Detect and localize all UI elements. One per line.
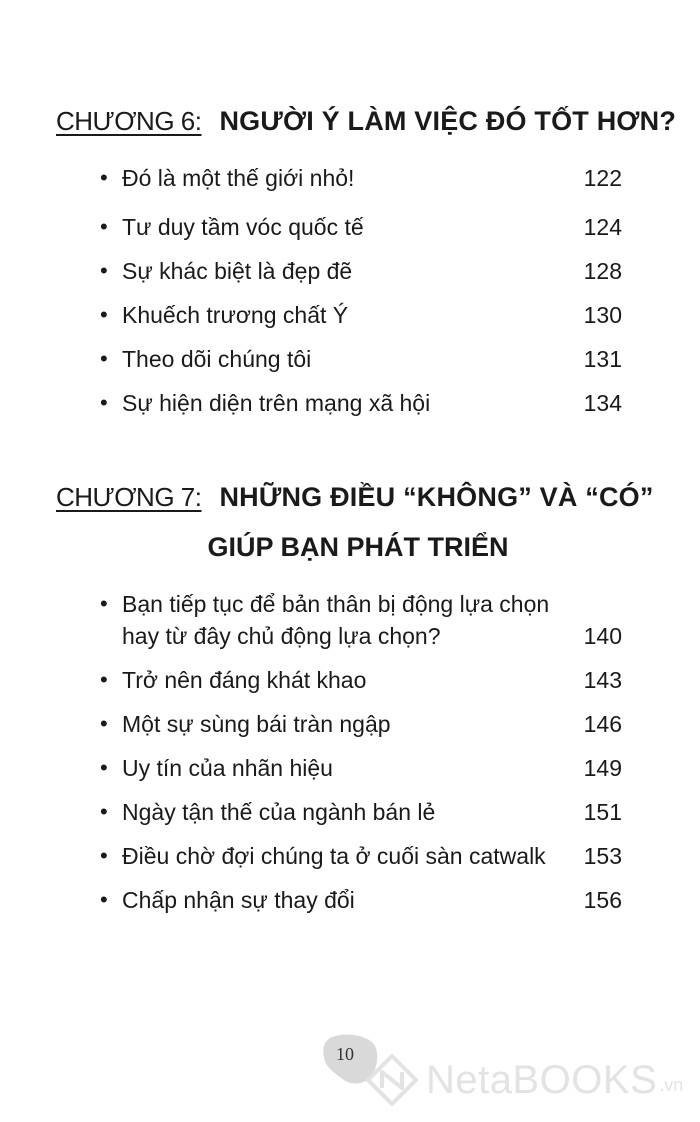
bullet-icon: •	[100, 799, 108, 824]
bullet-icon: •	[100, 667, 108, 692]
netabooks-logo-icon	[366, 1054, 418, 1106]
toc-item-title: Sự khác biệt là đẹp đẽ	[122, 258, 353, 284]
chapter-6-title: NGƯỜI Ý LÀM VIỆC ĐÓ TỐT HƠN?	[219, 106, 677, 136]
toc-item[interactable]	[100, 884, 622, 916]
bullet-icon: •	[100, 214, 108, 239]
toc-item-page: 134	[583, 390, 622, 416]
toc-item[interactable]	[100, 343, 622, 375]
toc-item[interactable]	[100, 162, 622, 194]
toc-item-page: 130	[583, 302, 622, 328]
toc-item-title: Sự hiện diện trên mạng xã hội	[122, 390, 431, 416]
watermark-text: NetaBOOKS	[426, 1057, 658, 1102]
toc-item[interactable]	[100, 211, 622, 243]
toc-item-title: Uy tín của nhãn hiệu	[122, 755, 333, 781]
toc-item-title: Trở nên đáng khát khao	[122, 667, 367, 693]
watermark-suffix: .vn	[659, 1075, 684, 1095]
bullet-icon: •	[100, 591, 108, 616]
bullet-icon: •	[100, 302, 108, 327]
bullet-icon: •	[100, 390, 108, 415]
toc-item-page: 153	[583, 843, 622, 869]
toc-item-page: 146	[583, 711, 622, 737]
toc-item-title: Khuếch trương chất Ý	[122, 302, 349, 328]
toc-item-title: Ngày tận thế của ngành bán lẻ	[122, 799, 436, 825]
toc-item[interactable]	[100, 664, 622, 696]
bullet-icon: •	[100, 711, 108, 736]
page-number: 10	[336, 1044, 354, 1064]
toc-item-title: Theo dõi chúng tôi	[122, 346, 312, 372]
toc-item-page: 149	[583, 755, 622, 781]
chapter-6-heading	[56, 106, 677, 137]
toc-item[interactable]	[100, 255, 622, 287]
toc-item[interactable]	[100, 588, 622, 652]
toc-item-page: 124	[583, 214, 622, 240]
toc-item-page: 140	[583, 623, 622, 649]
toc-item-title: Bạn tiếp tục để bản thân bị động lựa chọn hay từ đây chủ động lựa chọn?	[122, 591, 550, 649]
bullet-icon: •	[100, 258, 108, 283]
bullet-icon: •	[100, 843, 108, 868]
bullet-icon: •	[100, 755, 108, 780]
toc-item[interactable]	[100, 752, 622, 784]
toc-item[interactable]	[100, 840, 622, 872]
toc-item[interactable]	[100, 387, 622, 419]
toc-item-page: 131	[583, 346, 622, 372]
toc-item[interactable]	[100, 708, 622, 740]
chapter-7-heading	[56, 482, 660, 513]
toc-item-title: Tư duy tầm vóc quốc tế	[122, 214, 364, 240]
bullet-icon: •	[100, 887, 108, 912]
toc-item-page: 128	[583, 258, 622, 284]
toc-item-title: Chấp nhận sự thay đổi	[122, 887, 355, 913]
toc-item-page: 151	[583, 799, 622, 825]
chapter-6-label: CHƯƠNG 6:	[56, 106, 202, 136]
toc-item-title: Điều chờ đợi chúng ta ở cuối sàn catwalk	[122, 843, 546, 869]
bullet-icon: •	[100, 165, 108, 190]
bullet-icon: •	[100, 346, 108, 371]
chapter-7-title-line1: NHỮNG ĐIỀU “KHÔNG” VÀ “CÓ”	[219, 482, 654, 512]
chapter-7-label: CHƯƠNG 7:	[56, 482, 202, 512]
toc-item-page: 122	[583, 165, 622, 191]
toc-item-title: Một sự sùng bái tràn ngập	[122, 711, 391, 737]
chapter-6-toc-list	[100, 162, 622, 419]
toc-item-page: 156	[583, 887, 622, 913]
toc-item[interactable]	[100, 299, 622, 331]
toc-item-page: 143	[583, 667, 622, 693]
chapter-7-title-line2: GIÚP BẠN PHÁT TRIỂN	[207, 532, 509, 562]
chapter-7-toc-list	[100, 588, 622, 916]
toc-item-title: Đó là một thế giới nhỏ!	[122, 165, 355, 191]
toc-item[interactable]	[100, 796, 622, 828]
netabooks-watermark	[366, 1050, 686, 1110]
